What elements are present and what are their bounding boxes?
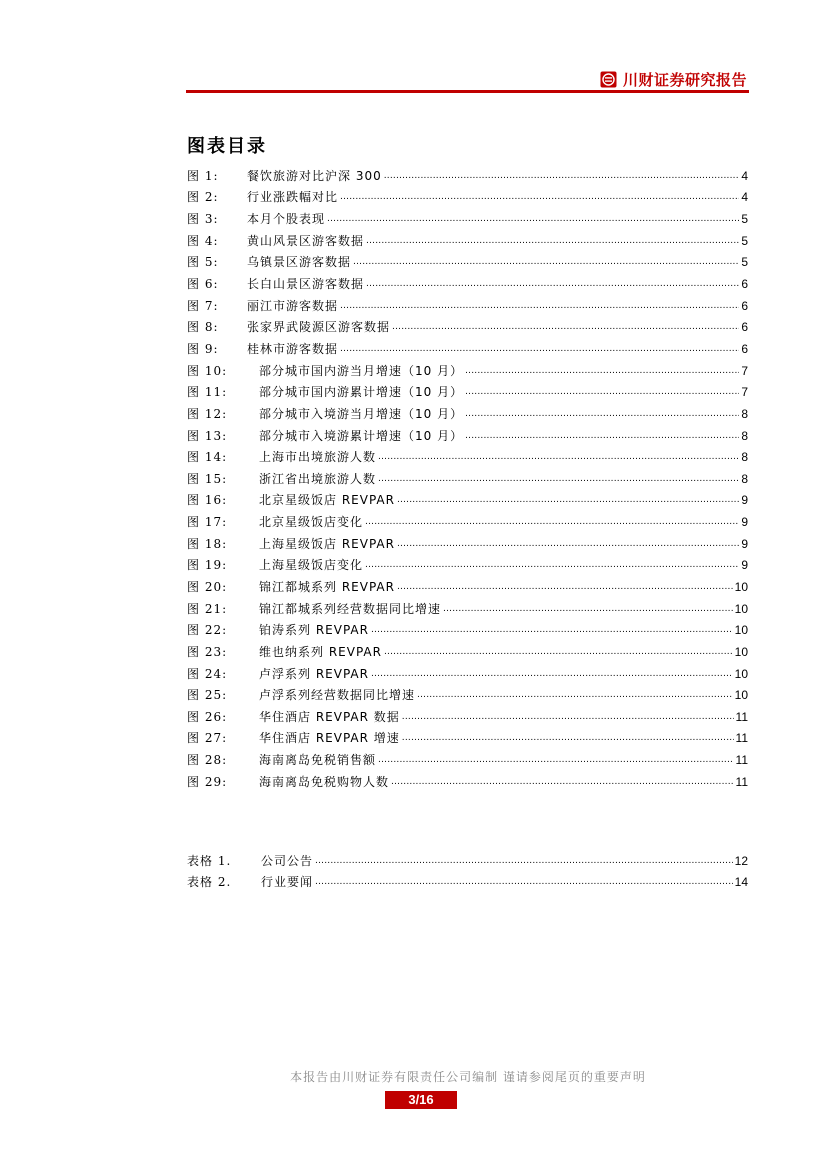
dot-leader <box>397 537 739 551</box>
dot-leader <box>417 688 733 702</box>
entry-label: 图 23: <box>187 644 228 659</box>
entry-title: 本月个股表现 <box>247 212 326 227</box>
entry-page-number: 9 <box>741 493 748 508</box>
dot-leader <box>392 320 739 334</box>
dot-leader <box>371 623 733 637</box>
toc-figure-entry[interactable] <box>187 230 748 252</box>
toc-figure-entry[interactable] <box>187 468 748 490</box>
dot-leader <box>397 493 739 507</box>
dot-leader <box>340 190 739 204</box>
dot-leader <box>384 169 740 183</box>
entry-page-number: 9 <box>741 536 748 551</box>
entry-title: 华住酒店 REVPAR 数据 <box>259 709 400 724</box>
entry-page-number: 6 <box>741 320 748 335</box>
toc-figure-entry[interactable] <box>187 338 748 360</box>
toc-figure-entry[interactable] <box>187 295 748 317</box>
entry-label: 图 15: <box>187 471 228 486</box>
entry-page-number: 4 <box>741 190 748 205</box>
figure-list <box>187 165 748 793</box>
entry-label: 图 19: <box>187 558 228 573</box>
dot-leader <box>443 602 733 616</box>
entry-title: 部分城市入境游当月增速（10 月） <box>259 406 464 421</box>
entry-title: 乌镇景区游客数据 <box>247 255 352 270</box>
toc-figure-entry[interactable] <box>187 641 748 663</box>
entry-page-number: 6 <box>741 277 748 292</box>
dot-leader <box>353 255 739 269</box>
entry-title: 海南离岛免税购物人数 <box>259 774 390 789</box>
entry-title: 上海市出境旅游人数 <box>259 450 377 465</box>
entry-title: 北京星级饭店变化 <box>259 515 364 530</box>
entry-page-number: 6 <box>741 341 748 356</box>
entry-title: 维也纳系列 REVPAR <box>259 644 382 659</box>
toc-figure-entry[interactable] <box>187 598 748 620</box>
entry-page-number: 6 <box>741 298 748 313</box>
entry-label: 图 26: <box>187 709 228 724</box>
dot-leader <box>371 667 733 681</box>
toc-figure-entry[interactable] <box>187 316 748 338</box>
entry-title: 北京星级饭店 REVPAR <box>259 493 395 508</box>
entry-title: 海南离岛免税销售额 <box>259 753 377 768</box>
dot-leader <box>465 385 739 399</box>
dot-leader <box>402 710 734 724</box>
entry-page-number: 11 <box>735 774 748 789</box>
dot-leader <box>465 407 739 421</box>
entry-label: 图 16: <box>187 493 228 508</box>
entry-page-number: 9 <box>741 515 748 530</box>
dot-leader <box>465 429 739 443</box>
entry-label: 图 5: <box>187 255 219 270</box>
entry-label: 图 18: <box>187 536 228 551</box>
entry-page-number: 5 <box>741 212 748 227</box>
entry-label: 图 10: <box>187 363 228 378</box>
toc-figure-entry[interactable] <box>187 749 748 771</box>
entry-title: 行业要闻 <box>261 875 314 890</box>
entry-title: 上海星级饭店 REVPAR <box>259 536 395 551</box>
toc-figure-entry[interactable] <box>187 425 748 447</box>
toc-figure-entry[interactable] <box>187 533 748 555</box>
entry-label: 图 21: <box>187 601 228 616</box>
toc-table-entry[interactable] <box>187 850 748 872</box>
entry-page-number: 5 <box>741 233 748 248</box>
toc-table-entry[interactable] <box>187 872 748 894</box>
entry-page-number: 8 <box>741 406 748 421</box>
entry-title: 卢浮系列经营数据同比增速 <box>259 688 416 703</box>
entry-label: 图 4: <box>187 233 219 248</box>
entry-title: 黄山风景区游客数据 <box>247 233 365 248</box>
toc-figure-entry[interactable] <box>187 187 748 209</box>
toc-figure-entry[interactable] <box>187 360 748 382</box>
dot-leader <box>315 875 733 889</box>
dot-leader <box>365 558 739 572</box>
entry-label: 图 22: <box>187 623 228 638</box>
entry-title: 行业涨跌幅对比 <box>247 190 339 205</box>
toc-figure-entry[interactable] <box>187 684 748 706</box>
toc-figure-entry[interactable] <box>187 706 748 728</box>
entry-label: 图 20: <box>187 579 228 594</box>
dot-leader <box>378 472 739 486</box>
entry-label: 图 12: <box>187 406 228 421</box>
toc-title: 图表目录 <box>187 136 267 157</box>
entry-title: 卢浮系列 REVPAR <box>259 666 369 681</box>
entry-title: 桂林市游客数据 <box>247 341 339 356</box>
entry-label: 图 17: <box>187 515 228 530</box>
entry-title: 浙江省出境旅游人数 <box>259 471 377 486</box>
toc-figure-entry[interactable] <box>187 576 748 598</box>
entry-label: 图 2: <box>187 190 219 205</box>
page-header <box>186 64 749 94</box>
entry-page-number: 8 <box>741 428 748 443</box>
entry-title: 部分城市入境游累计增速（10 月） <box>259 428 464 443</box>
entry-page-number: 8 <box>741 471 748 486</box>
entry-label: 图 3: <box>187 212 219 227</box>
entry-label: 表格 2. <box>187 875 232 890</box>
entry-label: 图 6: <box>187 277 219 292</box>
entry-label: 图 9: <box>187 341 219 356</box>
dot-leader <box>315 854 733 868</box>
entry-page-number: 11 <box>735 731 748 746</box>
dot-leader <box>402 731 734 745</box>
dot-leader <box>465 364 739 378</box>
dot-leader <box>366 277 739 291</box>
entry-title: 华住酒店 REVPAR 增速 <box>259 731 400 746</box>
entry-label: 图 29: <box>187 774 228 789</box>
footer-disclaimer: 本报告由川财证券有限责任公司编制 谨请参阅尾页的重要声明 <box>290 1070 646 1084</box>
entry-title: 餐饮旅游对比沪深 300 <box>247 168 382 183</box>
entry-label: 图 7: <box>187 298 219 313</box>
entry-title: 长白山景区游客数据 <box>247 277 365 292</box>
entry-title: 公司公告 <box>261 853 314 868</box>
entry-page-number: 7 <box>741 363 748 378</box>
entry-title: 锦江都城系列 REVPAR <box>259 579 395 594</box>
brand <box>600 69 747 90</box>
entry-page-number: 10 <box>734 666 748 681</box>
entry-page-number: 11 <box>735 709 748 724</box>
entry-title: 张家界武陵源区游客数据 <box>247 320 391 335</box>
toc-figure-entry[interactable] <box>187 490 748 512</box>
entry-page-number: 7 <box>741 385 748 400</box>
header-divider <box>186 90 749 93</box>
toc-figure-entry[interactable] <box>187 403 748 425</box>
entry-label: 图 8: <box>187 320 219 335</box>
entry-label: 表格 1. <box>187 853 232 868</box>
entry-label: 图 24: <box>187 666 228 681</box>
entry-label: 图 14: <box>187 450 228 465</box>
entry-page-number: 14 <box>734 875 748 890</box>
toc-figure-entry[interactable] <box>187 511 748 533</box>
entry-label: 图 1: <box>187 168 219 183</box>
toc-figure-entry[interactable] <box>187 619 748 641</box>
entry-page-number: 10 <box>734 601 748 616</box>
toc-figure-entry[interactable] <box>187 252 748 274</box>
dot-leader <box>384 645 733 659</box>
entry-page-number: 9 <box>741 558 748 573</box>
dot-leader <box>378 450 739 464</box>
brand-name: 川财证券研究报告 <box>622 71 747 89</box>
dot-leader <box>378 753 734 767</box>
entry-page-number: 5 <box>741 255 748 270</box>
toc-figure-entry[interactable] <box>187 381 748 403</box>
table-list <box>187 850 748 893</box>
entry-page-number: 11 <box>735 753 748 768</box>
entry-label: 图 11: <box>187 385 228 400</box>
entry-label: 图 28: <box>187 753 228 768</box>
toc-figure-entry[interactable] <box>187 663 748 685</box>
entry-page-number: 10 <box>734 623 748 638</box>
entry-label: 图 13: <box>187 428 228 443</box>
entry-page-number: 12 <box>734 853 748 868</box>
dot-leader <box>327 212 739 226</box>
entry-page-number: 10 <box>734 579 748 594</box>
entry-page-number: 10 <box>734 688 748 703</box>
toc-figure-entry[interactable] <box>187 446 748 468</box>
dot-leader <box>397 580 733 594</box>
entry-page-number: 8 <box>741 450 748 465</box>
dot-leader <box>391 775 734 789</box>
toc-figure-entry[interactable] <box>187 555 748 577</box>
toc-figure-entry[interactable] <box>187 771 748 793</box>
entry-title: 丽江市游客数据 <box>247 298 339 313</box>
footer-page-number: 3/16 <box>385 1091 457 1109</box>
toc-figure-entry[interactable] <box>187 273 748 295</box>
entry-page-number: 10 <box>734 644 748 659</box>
toc-figure-entry[interactable] <box>187 728 748 750</box>
entry-label: 图 25: <box>187 688 228 703</box>
entry-title: 部分城市国内游累计增速（10 月） <box>259 385 464 400</box>
toc-figure-entry[interactable] <box>187 165 748 187</box>
chuancai-logo-icon <box>600 71 617 88</box>
entry-title: 部分城市国内游当月增速（10 月） <box>259 363 464 378</box>
entry-title: 上海星级饭店变化 <box>259 558 364 573</box>
entry-page-number: 4 <box>741 168 748 183</box>
entry-title: 锦江都城系列经营数据同比增速 <box>259 601 442 616</box>
toc-figure-entry[interactable] <box>187 208 748 230</box>
entry-title: 铂涛系列 REVPAR <box>259 623 369 638</box>
dot-leader <box>340 342 739 356</box>
dot-leader <box>365 515 739 529</box>
dot-leader <box>340 299 739 313</box>
entry-label: 图 27: <box>187 731 228 746</box>
dot-leader <box>366 234 739 248</box>
